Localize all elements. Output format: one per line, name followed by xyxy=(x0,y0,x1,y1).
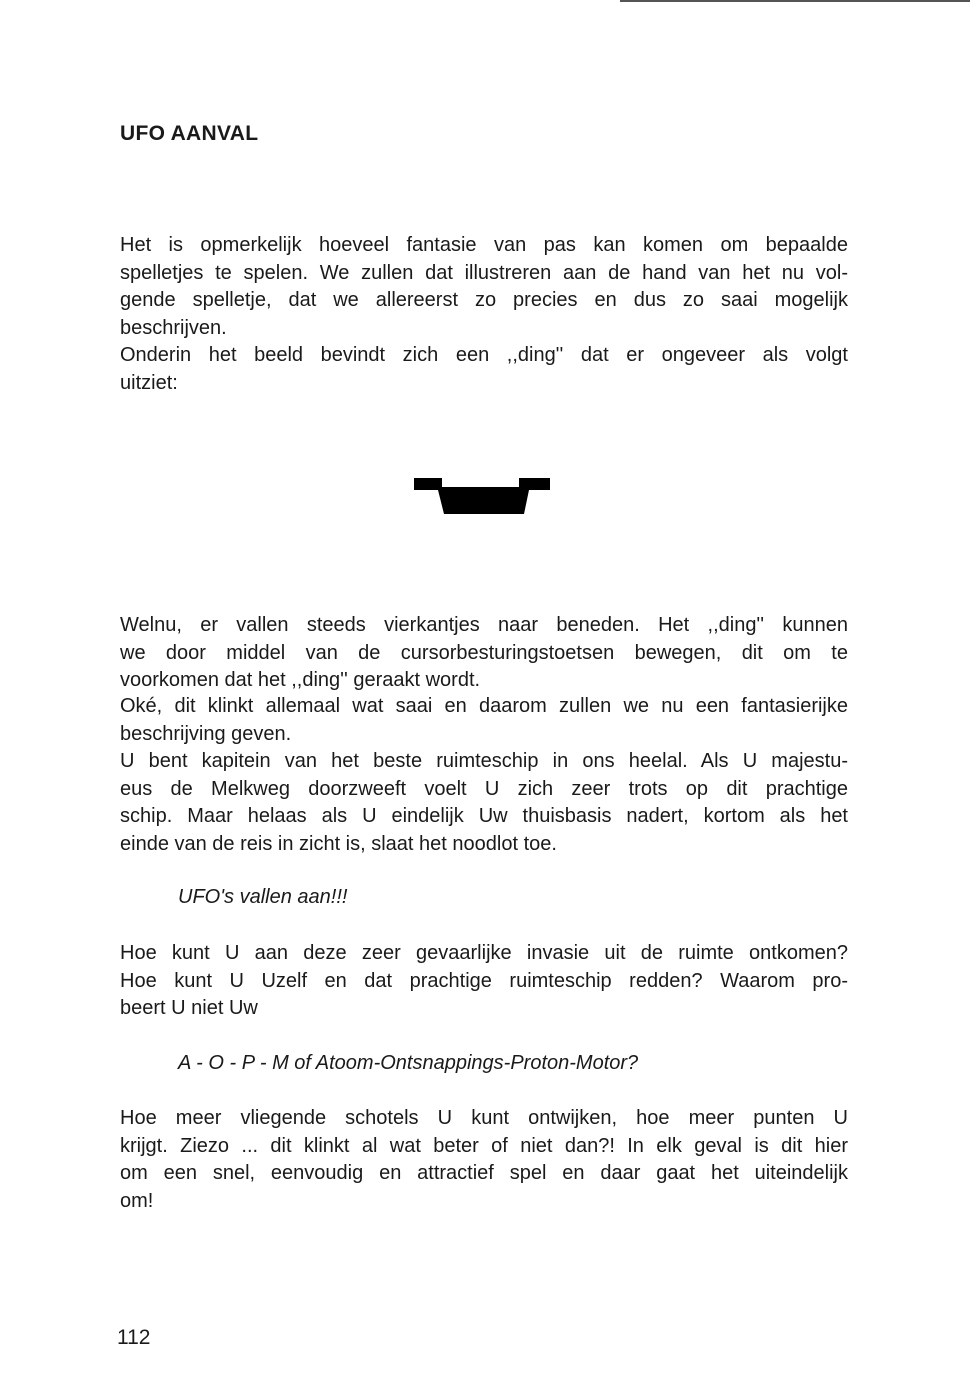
text-line: Hoe kunt U aan deze zeer gevaarlijke invasie uit de ruimte ontkomen? xyxy=(120,942,848,964)
text-line: U bent kapitein van het beste ruimteschip in ons heelal. Als U majestu- xyxy=(120,750,848,772)
text-line: beschrijving geven. xyxy=(120,722,292,745)
text-line: schip. Maar helaas als U eindelijk Uw thuisbasis nadert, kortom als het xyxy=(120,805,848,827)
text-line: Hoe meer vliegende schotels U kunt ontwijken, hoe meer punten U xyxy=(120,1107,848,1129)
text-line: om een snel, eenvoudig en attractief spel en daar gaat het uiteindelijk xyxy=(120,1162,848,1184)
text-line: Welnu, er vallen steeds vierkantjes naar beneden. Het ,,ding'' kunnen xyxy=(120,614,848,636)
italic-heading-aopm: A - O - P - M of Atoom-Ontsnappings-Proton-Motor? xyxy=(178,1052,639,1074)
italic-heading-ufo-attack: UFO's vallen aan!!! xyxy=(178,886,348,908)
text-line: einde van de reis in zicht is, slaat het noodlot toe. xyxy=(120,832,557,855)
paragraph-story xyxy=(120,748,848,858)
ding-shape-icon xyxy=(414,478,554,518)
paragraph-fantasy-intro xyxy=(120,693,848,748)
text-line: krijgt. Ziezo ... dit klinkt al wat beter of niet dan?! In elk geval is dit hier xyxy=(120,1134,848,1157)
paragraph-conclusion xyxy=(120,1105,848,1215)
text-line: spelletjes te spelen. We zullen dat illustreren aan de hand van het nu vol- xyxy=(120,261,848,284)
paragraph-ding-intro xyxy=(120,342,848,397)
text-line: beert U niet Uw xyxy=(120,997,258,1019)
text-line: eus de Melkweg doorzweeft voelt U zich zeer trots op dit prachtige xyxy=(120,777,848,800)
text-line: uitziet: xyxy=(120,371,178,394)
text-line: Hoe kunt U Uzelf en dat prachtige ruimteschip redden? Waarom pro- xyxy=(120,969,848,992)
paragraph-falling-squares xyxy=(120,612,848,695)
page-number: 112 xyxy=(117,1326,151,1349)
text-line: voorkomen dat het ,,ding'' geraakt wordt. xyxy=(120,669,481,691)
text-line: we door middel van de cursorbesturingstoetsen bewegen, dit om te xyxy=(120,641,848,664)
text-line: beschrijven. xyxy=(120,316,227,339)
text-line: Het is opmerkelijk hoeveel fantasie van pas kan komen om bepaalde xyxy=(120,234,848,256)
text-line: Onderin het beeld bevindt zich een ,,ding'' dat er ongeveer als volgt xyxy=(120,344,848,366)
paragraph-intro xyxy=(120,232,848,342)
page-title: UFO AANVAL xyxy=(120,122,259,145)
top-rule xyxy=(620,0,970,2)
paragraph-questions xyxy=(120,940,848,1023)
text-line: Oké, dit klinkt allemaal wat saai en daarom zullen we nu een fantasierijke xyxy=(120,695,848,717)
text-line: gende spelletje, dat we allereerst zo precies en dus zo saai mogelijk xyxy=(120,289,848,311)
text-line: om! xyxy=(120,1189,154,1212)
